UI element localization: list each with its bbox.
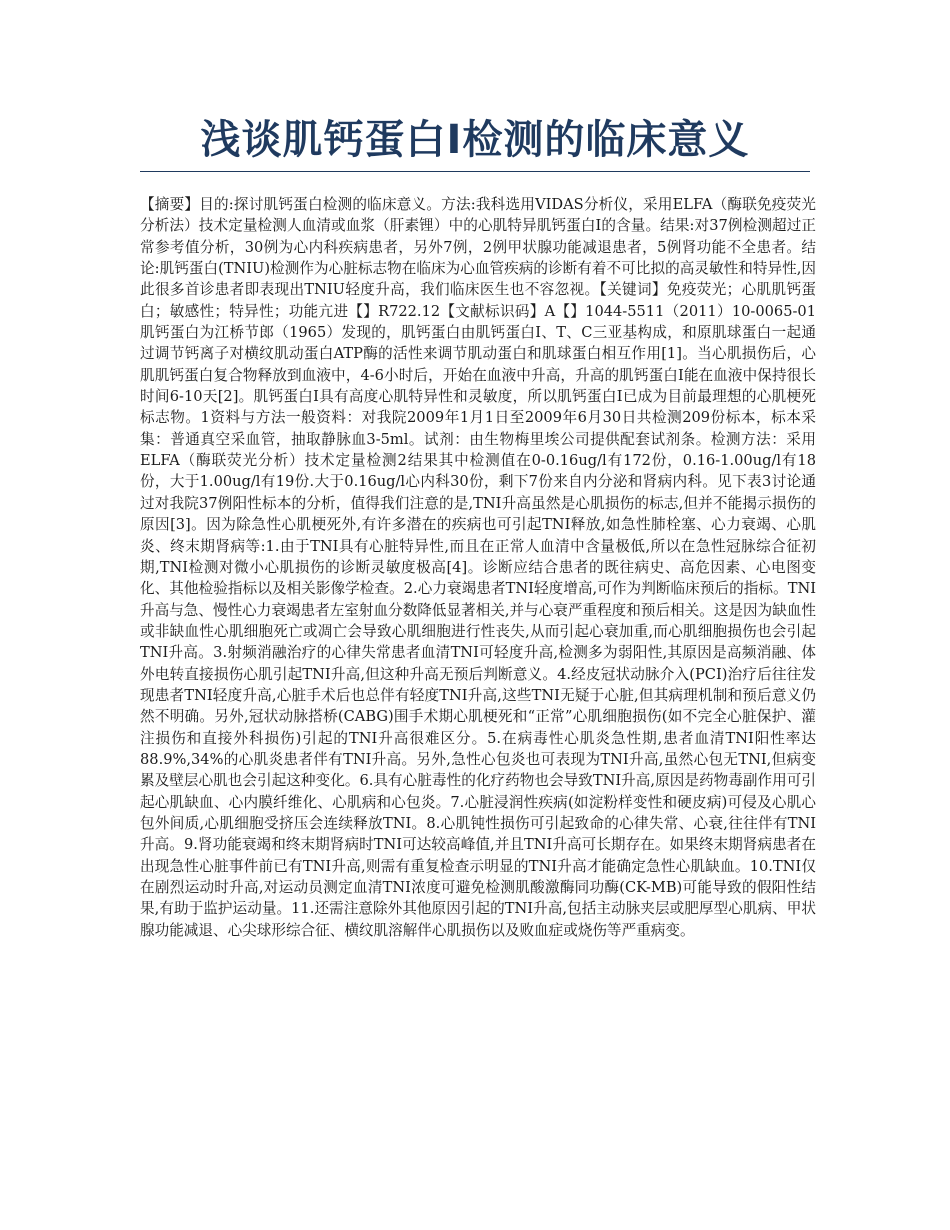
title-underline	[140, 171, 810, 172]
document-title: 浅谈肌钙蛋白Ⅰ检测的临床意义	[200, 117, 750, 163]
document-body: 【摘要】目的:探讨肌钙蛋白检测的临床意义。方法:我科选用VIDAS分析仪，采用ELFA（酶联免疫荧光分析法）技术定量检测人血清或血浆（肝素锂）中的心肌特异肌钙蛋白Ⅰ的含量。结果:对37例检测超过正常参考值分析，30例为心内科疾病患者，另外7例，2例甲状腺功能减退患者，5例肾功能不全患者。结论:肌钙蛋白(TNIU)检测作为心脏标志物在临床为心血管疾病的诊断有着不可比拟的高灵敏性和特异性,因此很多首诊患者即表现出TNIU轻度升高，我们临床医生也不容忽视。【关键词】免疫荧光；心肌肌钙蛋白；敏感性；特异性；功能亢进【】R722.12【文献标识码】A【】1044-5511（2011）10-0065-01肌钙蛋白为江桥节郎（1965）发现的，肌钙蛋白由肌钙蛋白I、T、C三亚基构成，和原肌球蛋白一起通过调节钙离子对横纹肌动蛋白ATP酶的活性来调节肌动蛋白和肌球蛋白相互作用[1]。当心肌损伤后，心肌肌钙蛋白复合物释放到血液中，4-6小时后，开始在血液中升高，升高的肌钙蛋白Ⅰ能在血液中保持很长时间6-10天[2]。肌钙蛋白Ⅰ具有高度心肌特异性和灵敏度，所以肌钙蛋白Ⅰ已成为目前最理想的心肌梗死标志物。1资料与方法一般资料：对我院2009年1月1日至2009年6月30日共检测209份标本，标本采集：普通真空采血管，抽取静脉血3-5ml。试剂：由生物梅里埃公司提供配套试剂条。检测方法：采用ELFA（酶联荧光分析）技术定量检测2结果其中检测值在0-0.16ug/l有172份，0.16-1.00ug/l有18份，大于1.00ug/l有19份.大于0.16ug/l心内科30份，剩下7份来自内分泌和肾病内科。见下表3讨论通过对我院37例阳性标本的分析，值得我们注意的是,TNI升高虽然是心肌损伤的标志,但并不能揭示损伤的原因[3]。因为除急性心肌梗死外,有许多潜在的疾病也可引起TNI释放,如急性肺栓塞、心力衰竭、心肌炎、终末期肾病等:1.由于TNI具有心脏特异性,而且在正常人血清中含量极低,所以在急性冠脉综合征初期,TNI检测对微小心肌损伤的诊断灵敏度极高[4]。诊断应结合患者的既往病史、高危因素、心电图变化、其他检验指标以及相关影像学检查。2.心力衰竭患者TNI轻度增高,可作为判断临床预后的指标。TNI升高与急、慢性心力衰竭患者左室射血分数降低显著相关,并与心衰严重程度和预后相关。这是因为缺血性或非缺血性心肌细胞死亡或凋亡会导致心肌细胞进行性丧失,从而引起心衰加重,而心肌细胞损伤也会引起TNI升高。3.射频消融治疗的心律失常患者血清TNI可轻度升高,检测多为弱阳性,其原因是高频消融、体外电转直接损伤心肌引起TNI升高,但这种升高无预后判断意义。4.经皮冠状动脉介入(PCI)治疗后往往发现患者TNI轻度升高,心脏手术后也总伴有轻度TNI升高,这些TNI无疑于心脏,但其病理机制和预后意义仍然不明确。另外,冠状动脉搭桥(CABG)围手术期心肌梗死和“正常”心肌细胞损伤(如不完全心脏保护、灌注损伤和直接外科损伤)引起的TNI升高很难区分。5.在病毒性心肌炎急性期,患者血清TNI阳性率达88.9%,34%的心肌炎患者伴有TNI升高。另外,急性心包炎也可表现为TNI升高,虽然心包无TNI,但病变累及壁层心肌也会引起这种变化。6.具有心脏毒性的化疗药物也会导致TNI升高,原因是药物毒副作用可引起心肌缺血、心内膜纤维化、心肌病和心包炎。7.心脏浸润性疾病(如淀粉样变性和硬皮病)可侵及心肌心包外间质,心肌细胞受挤压会连续释放TNI。8.心肌钝性损伤可引起致命的心律失常、心衰,往往伴有TNI升高。9.肾功能衰竭和终末期肾病时TNI可达较高峰值,并且TNI升高可长期存在。如果终末期肾病患者在出现急性心脏事件前已有TNI升高,则需有重复检查示明显的TNI升高才能确定急性心肌缺血。10.TNI仅在剧烈运动时升高,对运动员测定血清TNI浓度可避免检测肌酸激酶同功酶(CK-MB)可能导致的假阳性结果,有助于监护运动量。11.还需注意除外其他原因引起的TNI升高,包括主动脉夹层或肥厚型心肌病、甲状腺功能减退、心尖球形综合征、横纹肌溶解伴心肌损伤以及败血症或烧伤等严重病变。	[140, 196, 816, 939]
